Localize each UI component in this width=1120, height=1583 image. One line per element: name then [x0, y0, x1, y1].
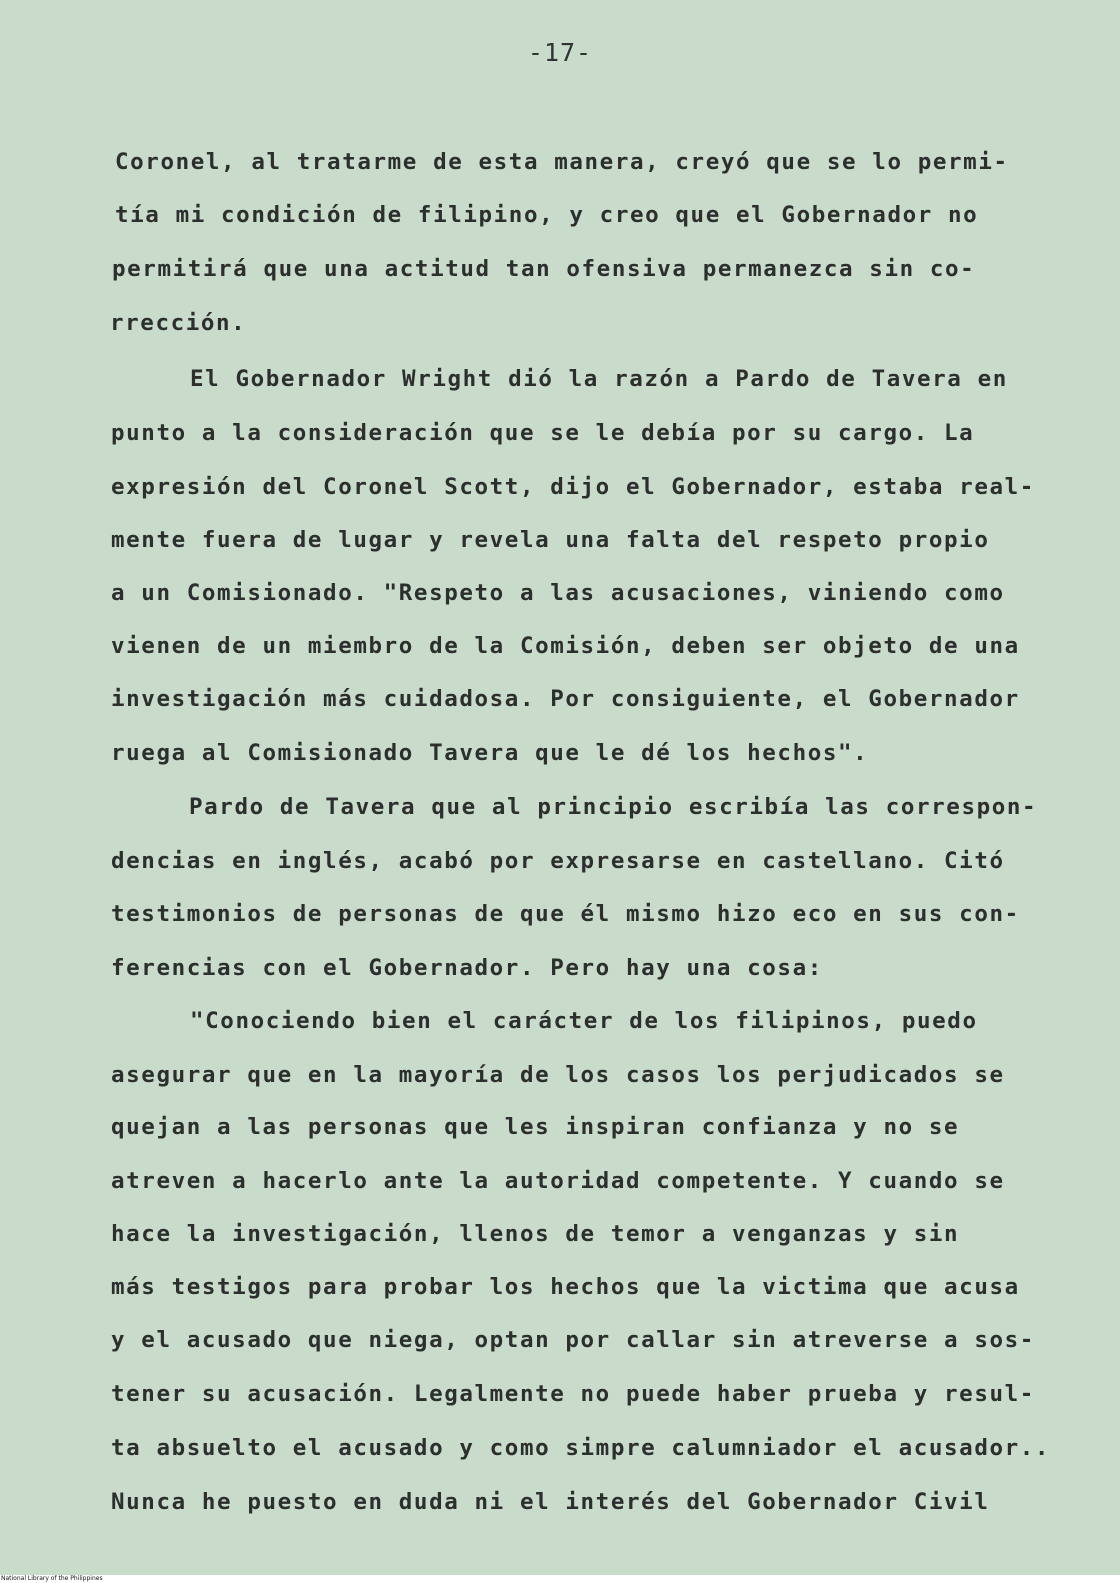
text-line: mente fuera de lugar y revela una falta del respeto propio: [111, 527, 990, 553]
text-line: permitirá que una actitud tan ofensiva permanezca sin co-: [112, 256, 976, 282]
text-line: investigación más cuidadosa. Por consiguiente, el Gobernador: [111, 686, 1020, 712]
text-line: punto a la consideración que se le debía por su cargo. La: [111, 420, 975, 446]
text-line: vienen de un miembro de la Comisión, deben ser objeto de una: [111, 633, 1020, 659]
text-line: Pardo de Tavera que al principio escribía las correspon-: [189, 794, 1038, 820]
text-line: quejan a las personas que les inspiran confianza y no se: [111, 1114, 960, 1140]
text-line: Nunca he puesto en duda ni el interés del Gobernador Civil: [111, 1489, 990, 1515]
text-line: "Conociendo bien el carácter de los filipinos, puedo: [190, 1008, 978, 1034]
library-credit: National Library of the Philippines: [1, 1575, 103, 1582]
page-number: -17-: [527, 38, 593, 67]
text-line: hace la investigación, llenos de temor a venganzas y sin: [111, 1221, 960, 1247]
text-line: ta absuelto el acusado y como simpre calumniador el acusador..: [111, 1435, 1051, 1461]
text-line: atreven a hacerlo ante la autoridad competente. Y cuando se: [111, 1168, 1005, 1194]
text-line: expresión del Coronel Scott, dijo el Gobernador, estaba real-: [111, 474, 1035, 500]
text-line: El Gobernador Wright dió la razón a Pardo de Tavera en: [190, 366, 1008, 392]
text-line: más testigos para probar los hechos que la victima que acusa: [111, 1274, 1020, 1300]
text-line: ferencias con el Gobernador. Pero hay una cosa:: [111, 955, 823, 981]
text-line: tía mi condición de filipino, y creo que el Gobernador no: [115, 202, 979, 228]
text-line: rrección.: [110, 310, 247, 336]
text-line: testimonios de personas de que él mismo hizo eco en sus con-: [111, 901, 1020, 927]
text-line: tener su acusación. Legalmente no puede haber prueba y resul-: [111, 1381, 1035, 1407]
text-line: y el acusado que niega, optan por callar sin atreverse a sos-: [111, 1327, 1035, 1353]
text-line: a un Comisionado. "Respeto a las acusaciones, viniendo como: [111, 580, 1005, 606]
text-line: ruega al Comisionado Tavera que le dé los hechos".: [111, 740, 869, 766]
text-line: dencias en inglés, acabó por expresarse en castellano. Citó: [111, 848, 1005, 874]
text-line: asegurar que en la mayoría de los casos los perjudicados se: [111, 1062, 1005, 1088]
text-line: Coronel, al tratarme de esta manera, creyó que se lo permi-: [115, 149, 1009, 175]
